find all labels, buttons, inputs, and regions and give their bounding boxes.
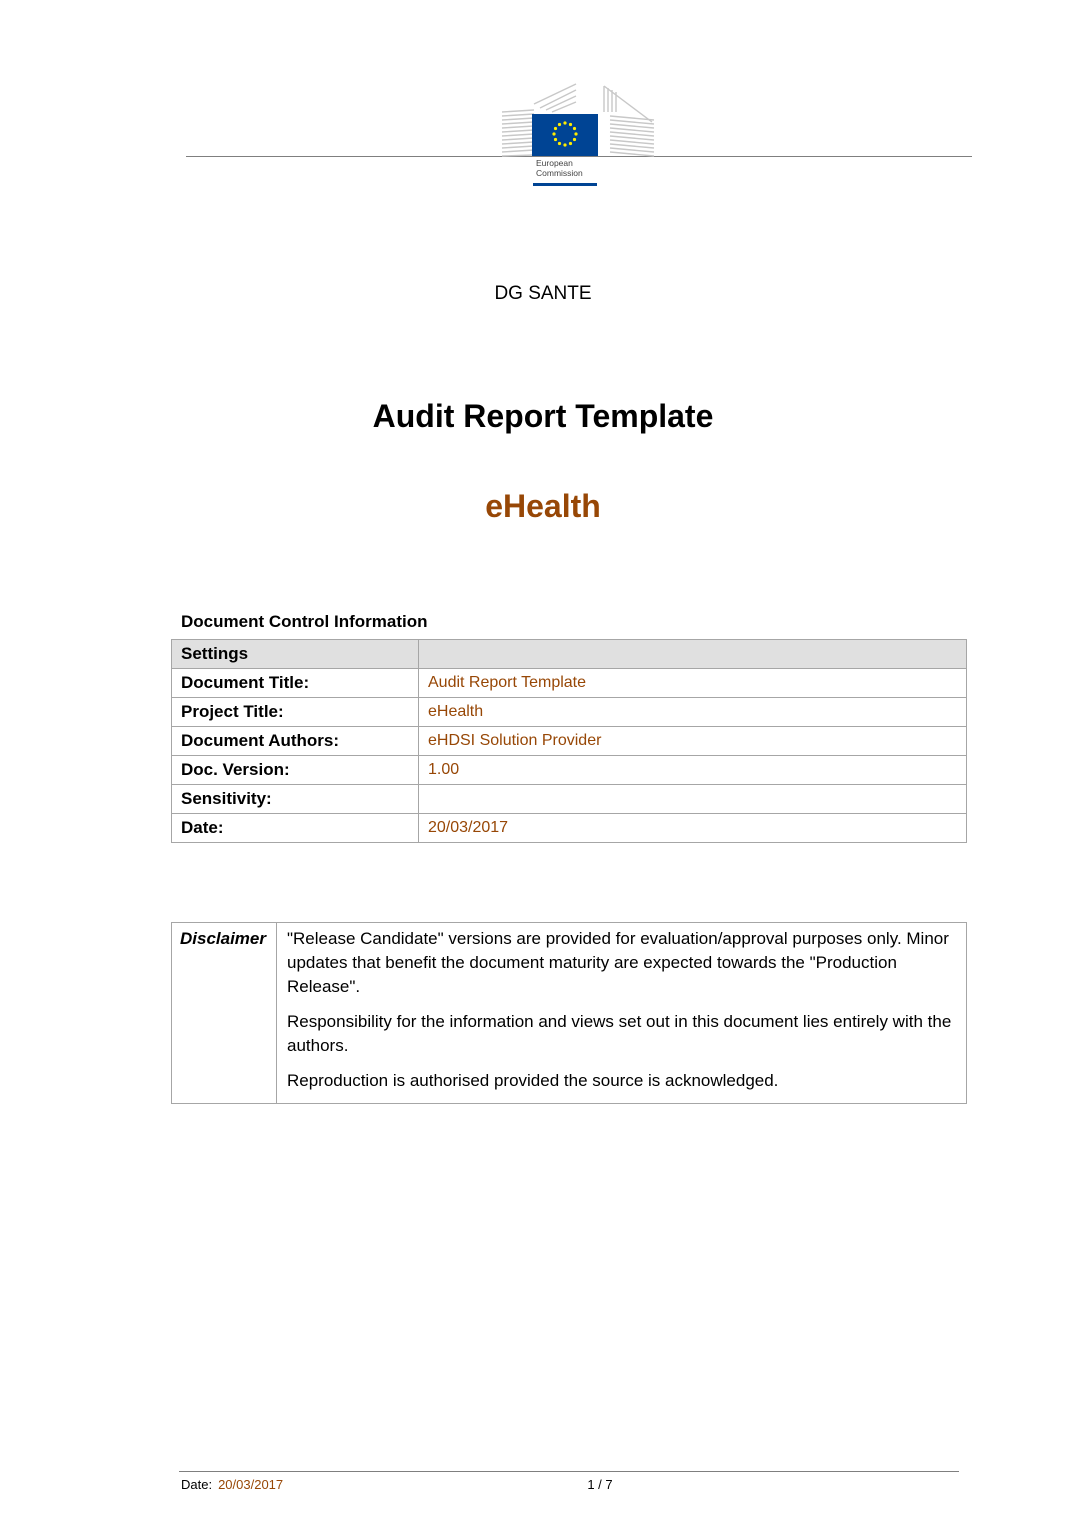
footer-date-label: Date: (181, 1477, 213, 1492)
logo-text-line1: European (536, 158, 573, 168)
row-label: Project Title: (172, 698, 419, 727)
row-value (419, 785, 967, 814)
table-header-value (419, 640, 967, 669)
disclaimer-table (171, 922, 967, 1104)
disclaimer-paragraph: "Release Candidate" versions are provided for evaluation/approval purposes only. Minor updates that benefit the document maturity are expected towards the "Production Release". (287, 929, 949, 996)
logo-underline (533, 183, 597, 186)
logo-text-line2: Commission (536, 168, 583, 178)
row-value: 20/03/2017 (419, 814, 967, 843)
table-row (172, 698, 967, 727)
footer-date-value: 20/03/2017 (218, 1477, 284, 1492)
document-subtitle: eHealth (485, 488, 601, 524)
page-number: 1 / 7 (587, 1477, 613, 1492)
row-label: Date: (172, 814, 419, 843)
table-row (172, 785, 967, 814)
row-value: Audit Report Template (419, 669, 967, 698)
disclaimer-row (172, 923, 967, 1104)
row-label: Document Authors: (172, 727, 419, 756)
table-row (172, 756, 967, 785)
row-label: Doc. Version: (172, 756, 419, 785)
footer-date (181, 1477, 283, 1492)
department-name: DG SANTE (494, 283, 592, 304)
disclaimer-paragraph: Reproduction is authorised provided the source is acknowledged. (287, 1071, 779, 1090)
disclaimer-paragraph: Responsibility for the information and views set out in this document lies entirely with the authors. (287, 1012, 952, 1055)
row-label: Document Title: (172, 669, 419, 698)
row-value: eHDSI Solution Provider (419, 727, 967, 756)
document-control-heading: Document Control Information (181, 612, 428, 631)
row-value: eHealth (419, 698, 967, 727)
disclaimer-label: Disclaimer (172, 923, 277, 1104)
logo-text (536, 158, 606, 178)
footer-rule (179, 1471, 959, 1472)
table-row (172, 669, 967, 698)
table-header-label: Settings (172, 640, 419, 669)
row-label: Sensitivity: (172, 785, 419, 814)
table-row (172, 727, 967, 756)
document-title: Audit Report Template (372, 398, 714, 434)
document-control-table (171, 639, 967, 843)
table-row (172, 814, 967, 843)
table-header-row (172, 640, 967, 669)
row-value: 1.00 (419, 756, 967, 785)
disclaimer-text (277, 923, 967, 1104)
